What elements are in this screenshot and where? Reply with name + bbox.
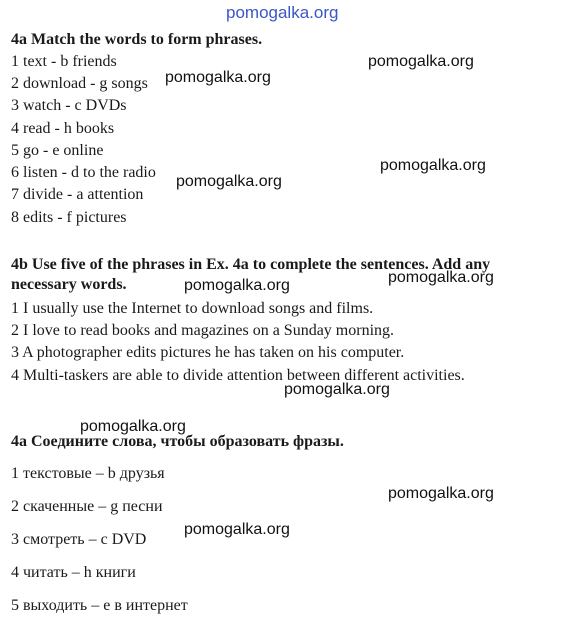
watermark: pomogalka.org: [388, 485, 494, 502]
list-item: 5 выходить – e в интернет: [11, 597, 188, 614]
section-4b-heading: 4b Use five of the phrases in Ex. 4a to complete the sentences. Add any necessary words.: [11, 256, 491, 293]
watermark: pomogalka.org: [176, 173, 282, 190]
list-item: 5 go - e online: [11, 142, 104, 159]
list-item: 2 download - g songs: [11, 75, 148, 92]
watermark: pomogalka.org: [80, 418, 186, 435]
section-4a-ru-heading: 4a Соедините слова, чтобы образовать фразы.: [11, 433, 344, 450]
watermark: pomogalka.org: [184, 277, 290, 294]
list-item: 3 смотреть – c DVD: [11, 531, 147, 548]
list-item: 3 watch - c DVDs: [11, 97, 127, 114]
list-item: 6 listen - d to the radio: [11, 164, 156, 181]
list-item: 4 читать – h книги: [11, 564, 136, 581]
watermark: pomogalka.org: [284, 381, 390, 398]
list-item: 7 divide - a attention: [11, 186, 144, 203]
watermark: pomogalka.org: [368, 53, 474, 70]
section-4a-heading: 4a Match the words to form phrases.: [11, 31, 263, 48]
list-item: 3 A photographer edits pictures he has taken on his computer.: [11, 344, 405, 361]
list-item: 1 текстовые – b друзья: [11, 465, 165, 482]
watermark: pomogalka.org: [184, 521, 290, 538]
list-item: 2 скаченные – g песни: [11, 498, 163, 515]
watermark: pomogalka.org: [226, 3, 339, 22]
list-item: 8 edits - f pictures: [11, 209, 127, 226]
list-item: 2 I love to read books and magazines on a Sunday morning.: [11, 322, 395, 339]
list-item: 1 I usually use the Internet to download songs and films.: [11, 300, 374, 317]
watermark: pomogalka.org: [388, 269, 494, 286]
list-item: 1 text - b friends: [11, 53, 117, 70]
watermark: pomogalka.org: [165, 69, 271, 86]
watermark: pomogalka.org: [380, 157, 486, 174]
list-item: 4 Multi-taskers are able to divide attention between different activities.: [11, 367, 465, 384]
list-item: 4 read - h books: [11, 120, 115, 137]
